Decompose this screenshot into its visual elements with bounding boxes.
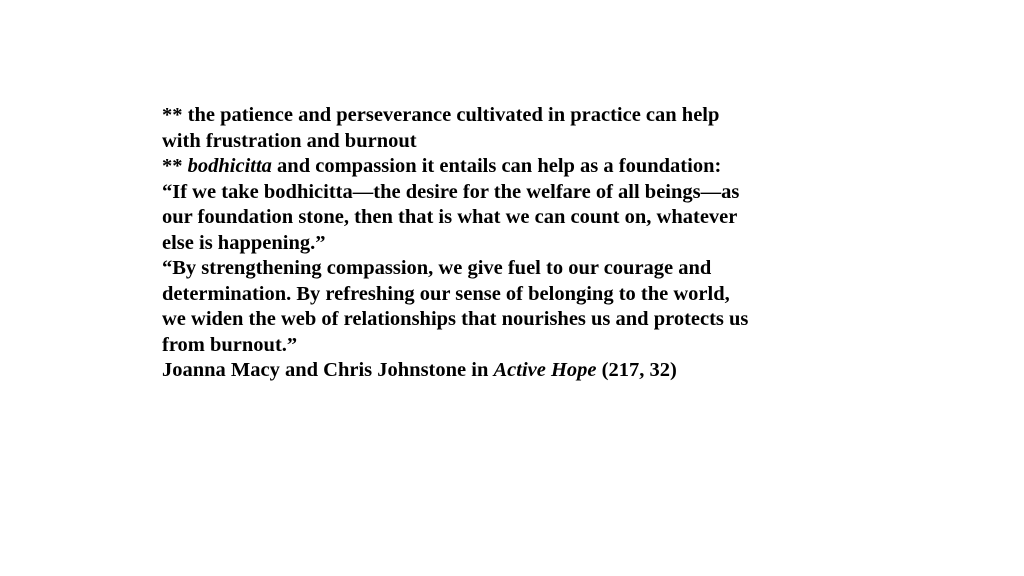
- text-segment: (217, 32): [596, 359, 677, 381]
- paragraph-bodhicitta-foundation: [162, 154, 822, 180]
- text-line: ** the patience and perseverance cultivated in practice can help: [162, 104, 720, 126]
- text-segment-italic: bodhicitta: [187, 155, 272, 177]
- paragraph-patience-burnout: [162, 103, 822, 154]
- text-line: [162, 358, 822, 384]
- text-line: from burnout.”: [162, 333, 298, 356]
- slide-text-block: [162, 103, 822, 384]
- text-line: [162, 154, 822, 180]
- paragraph-bodhicitta-quote: [162, 180, 822, 257]
- text-segment: **: [162, 155, 188, 177]
- text-segment: Joanna Macy and Chris Johnstone in: [162, 359, 494, 381]
- text-line: our foundation stone, then that is what we can count on, whatever: [162, 206, 738, 228]
- text-segment-italic: Active Hope: [493, 359, 597, 381]
- paragraph-compassion-quote: [162, 256, 822, 358]
- text-line: determination. By refreshing our sense of belonging to the world,: [162, 282, 730, 305]
- text-line: “By strengthening compassion, we give fuel to our courage and: [162, 257, 712, 279]
- text-segment: and compassion it entails can help as a foundation:: [271, 155, 722, 177]
- text-line: we widen the web of relationships that nourishes us and protects us: [162, 308, 749, 330]
- text-line: “If we take bodhicitta—the desire for the welfare of all beings—as: [162, 180, 740, 203]
- paragraph-attribution: [162, 358, 822, 384]
- text-line: with frustration and burnout: [162, 129, 417, 152]
- text-line: else is happening.”: [162, 231, 326, 254]
